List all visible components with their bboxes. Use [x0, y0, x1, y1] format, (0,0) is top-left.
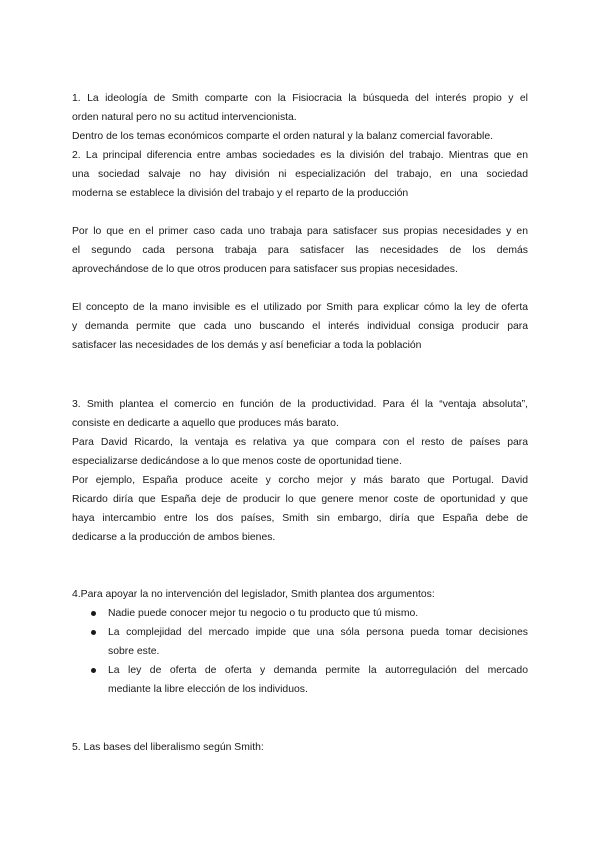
list-item: [72, 661, 528, 699]
bullet-dot-icon: [91, 668, 96, 673]
answer-4-intro: [72, 585, 528, 604]
paragraph-primer-caso: [72, 222, 528, 279]
answer-3-line: Ricardo diría que España deje de producir lo que genere menor coste de oportunidad y que: [72, 494, 528, 505]
list-item: [72, 604, 528, 623]
answer-4-intro-line: 4.Para apoyar la no intervención del legislador, Smith plantea dos argumentos:: [72, 589, 435, 600]
bullet-text: Nadie puede conocer mejor tu negocio o tu producto que tú mismo.: [108, 608, 419, 619]
answer-3-line: dedicarse a la producción de ambos bienes.: [72, 532, 276, 543]
answer-3-line: consiste en dedicarte a aquello que produces más barato.: [72, 418, 339, 429]
list-item: [72, 623, 528, 661]
answer-5-line: 5. Las bases del liberalismo según Smith:: [72, 742, 264, 753]
bullet-text: sobre este.: [108, 646, 160, 657]
answer-3-line: haya intercambio entre los dos países, Smith sin embargo, diría que España debe de: [72, 513, 528, 524]
answer-3-line: Para David Ricardo, la ventaja es relativa ya que compara con el resto de países para: [72, 437, 528, 448]
bullet-text: La complejidad del mercado impide que una sóla persona pueda tomar decisiones: [108, 627, 528, 638]
answer-2-line: una sociedad salvaje no hay división ni especialización del trabajo, en una sociedad: [72, 169, 528, 180]
answer-1-line: orden natural pero no su actitud intervencionista.: [72, 112, 297, 123]
answer-2-line: 2. La principal diferencia entre ambas sociedades es la división del trabajo. Mientras que en: [72, 150, 528, 161]
answer-4-bullet-list: [72, 604, 528, 699]
paragraph-line: Por lo que en el primer caso cada uno trabaja para satisfacer sus propias necesidades y en: [72, 226, 528, 237]
bullet-text: La ley de oferta de oferta y demanda permite la autorregulación del mercado: [108, 665, 528, 676]
answer-1-line: 1. La ideología de Smith comparte con la Fisiocracia la búsqueda del interés propio y el: [72, 93, 528, 104]
paragraph-line: aprovechándose de lo que otros producen para satisfacer sus propias necesidades.: [72, 264, 458, 275]
answer-3-line: Por ejemplo, España produce aceite y corcho mejor y más barato que Portugal. David: [72, 475, 528, 486]
paragraph-line: y demanda permite que cada uno buscando el interés individual consiga producir para: [72, 321, 528, 332]
paragraph-line: satisfacer las necesidades de los demás y así beneficiar a toda la población: [72, 340, 422, 351]
answer-5: [72, 738, 528, 757]
answer-3-line: 3. Smith plantea el comercio en función de la productividad. Para él la “ventaja absoluta”,: [72, 399, 528, 410]
answer-3-line: especializarse dedicándose a lo que menos coste de oportunidad tiene.: [72, 456, 402, 467]
answer-1: [72, 89, 528, 146]
paragraph-line: El concepto de la mano invisible es el utilizado por Smith para explicar cómo la ley de oferta: [72, 302, 528, 313]
paragraph-mano-invisible: [72, 298, 528, 355]
bullet-dot-icon: [91, 611, 96, 616]
answer-2: [72, 146, 528, 203]
bullet-dot-icon: [91, 630, 96, 635]
answer-1-line: Dentro de los temas económicos comparte el orden natural y la balanz comercial favorable.: [72, 131, 494, 142]
answer-2-line: moderna se establece la división del trabajo y el reparto de la producción: [72, 188, 409, 199]
paragraph-line: el segundo cada persona trabaja para satisfacer las necesidades de los demás: [72, 245, 528, 256]
bullet-text: mediante la libre elección de los individuos.: [108, 684, 308, 695]
answer-3: [72, 395, 528, 547]
